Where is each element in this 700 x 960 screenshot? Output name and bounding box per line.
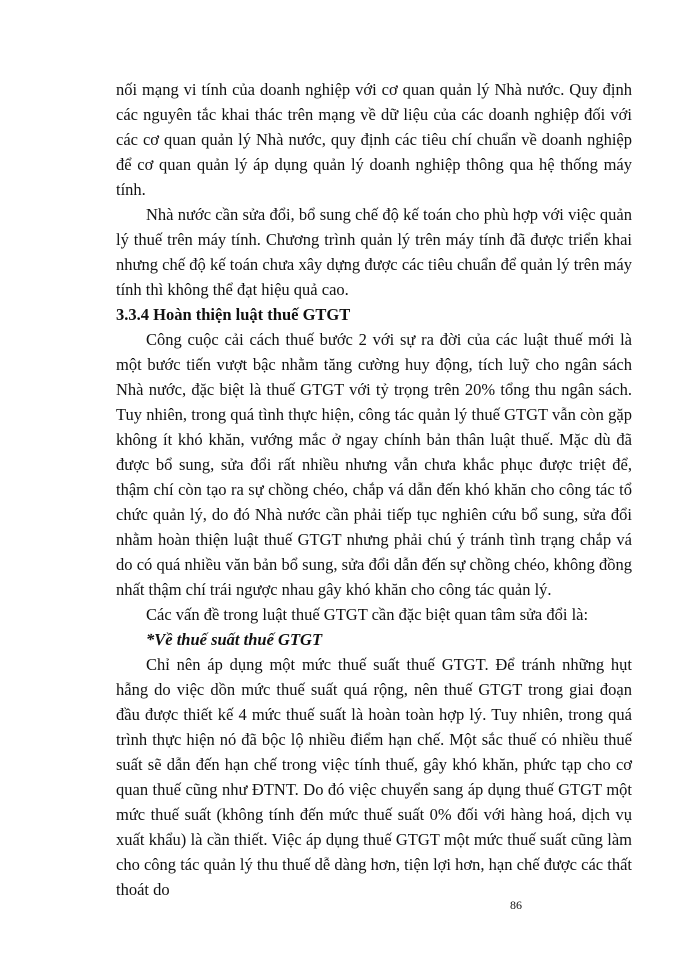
paragraph-4: Các vấn đề trong luật thuế GTGT cần đặc biệt quan tâm sửa đổi là: <box>146 605 589 624</box>
subsection-heading: *Về thuế suất thuế GTGT <box>146 630 323 649</box>
paragraph-5: Chỉ nên áp dụng một mức thuế suất thuế GTGT. Để tránh những hụt hẫng do việc dồn mức thuế suất quá rộng, nên thuế GTGT trong giai đoạn đầu được thiết kế 4 mức thuế suất là hoàn toàn hợp lý. Tuy nhiên, trong quá trình thực hiện nó đã bộc lộ nhiều điểm hạn chế. Một sắc thuế có nhiều thuế suất sẽ dẫn đến hạn chế trong việc tính thuế, gây khó khăn, phức tạp cho cơ quan thuế cũng như ĐTNT. Do đó việc chuyển sang áp dụng thuế GTGT một mức thuế suất (không tính đến mức thuế suất 0% đối với hàng hoá, dịch vụ xuất khẩu) là cần thiết. Việc áp dụng thuế GTGT một mức thuế suất cũng làm cho công tác quản lý thu thuế dễ dàng hơn, tiện lợi hơn, hạn chế được các thất thoát do <box>116 655 632 899</box>
page-number: 86 <box>510 898 522 912</box>
page-content <box>116 77 632 902</box>
section-heading: 3.3.4 Hoàn thiện luật thuế GTGT <box>116 305 351 324</box>
paragraph-2: Nhà nước cần sửa đổi, bổ sung chế độ kế toán cho phù hợp với việc quản lý thuế trên máy tính. Chương trình quản lý trên máy tính đã được triển khai nhưng chế độ kế toán chưa xây dựng được các tiêu chuẩn để quản lý trên máy tính thì không thể đạt hiệu quả cao. <box>116 205 632 299</box>
paragraph-3: Công cuộc cải cách thuế bước 2 với sự ra đời của các luật thuế mới là một bước tiến vượt bậc nhằm tăng cường huy động, tích luỹ cho ngân sách Nhà nước, đặc biệt là thuế GTGT với tỷ trọng trên 20% tổng thu ngân sách. Tuy nhiên, trong quá tình thực hiện, công tác quản lý thuế GTGT vẫn còn gặp không ít khó khăn, vướng mắc ở ngay chính bản thân luật thuế. Mặc dù đã được bổ sung, sửa đổi rất nhiều nhưng vẫn chưa khắc phục được triệt để, thậm chí còn tạo ra sự chồng chéo, chắp vá dẫn đến khó khăn cho công tác tổ chức quản lý, do đó Nhà nước cần phải tiếp tục nghiên cứu bổ sung, sửa đổi nhằm hoàn thiện luật thuế GTGT nhưng phải chú ý tránh tình trạng chắp vá do có quá nhiều văn bản bổ sung, sửa đổi dẫn đến sự chồng chéo, không đồng nhất thậm chí trái ngược nhau gây khó khăn cho công tác quản lý. <box>116 330 632 599</box>
paragraph-1: nối mạng vi tính của doanh nghiệp với cơ quan quản lý Nhà nước. Quy định các nguyên tắc khai thác trên mạng về dữ liệu của các doanh nghiệp đối với các cơ quan quản lý Nhà nước, quy định các tiêu chí chuẩn về doanh nghiệp để cơ quan quản lý áp dụng quản lý doanh nghiệp thông qua hệ thống máy tính. <box>116 80 632 199</box>
